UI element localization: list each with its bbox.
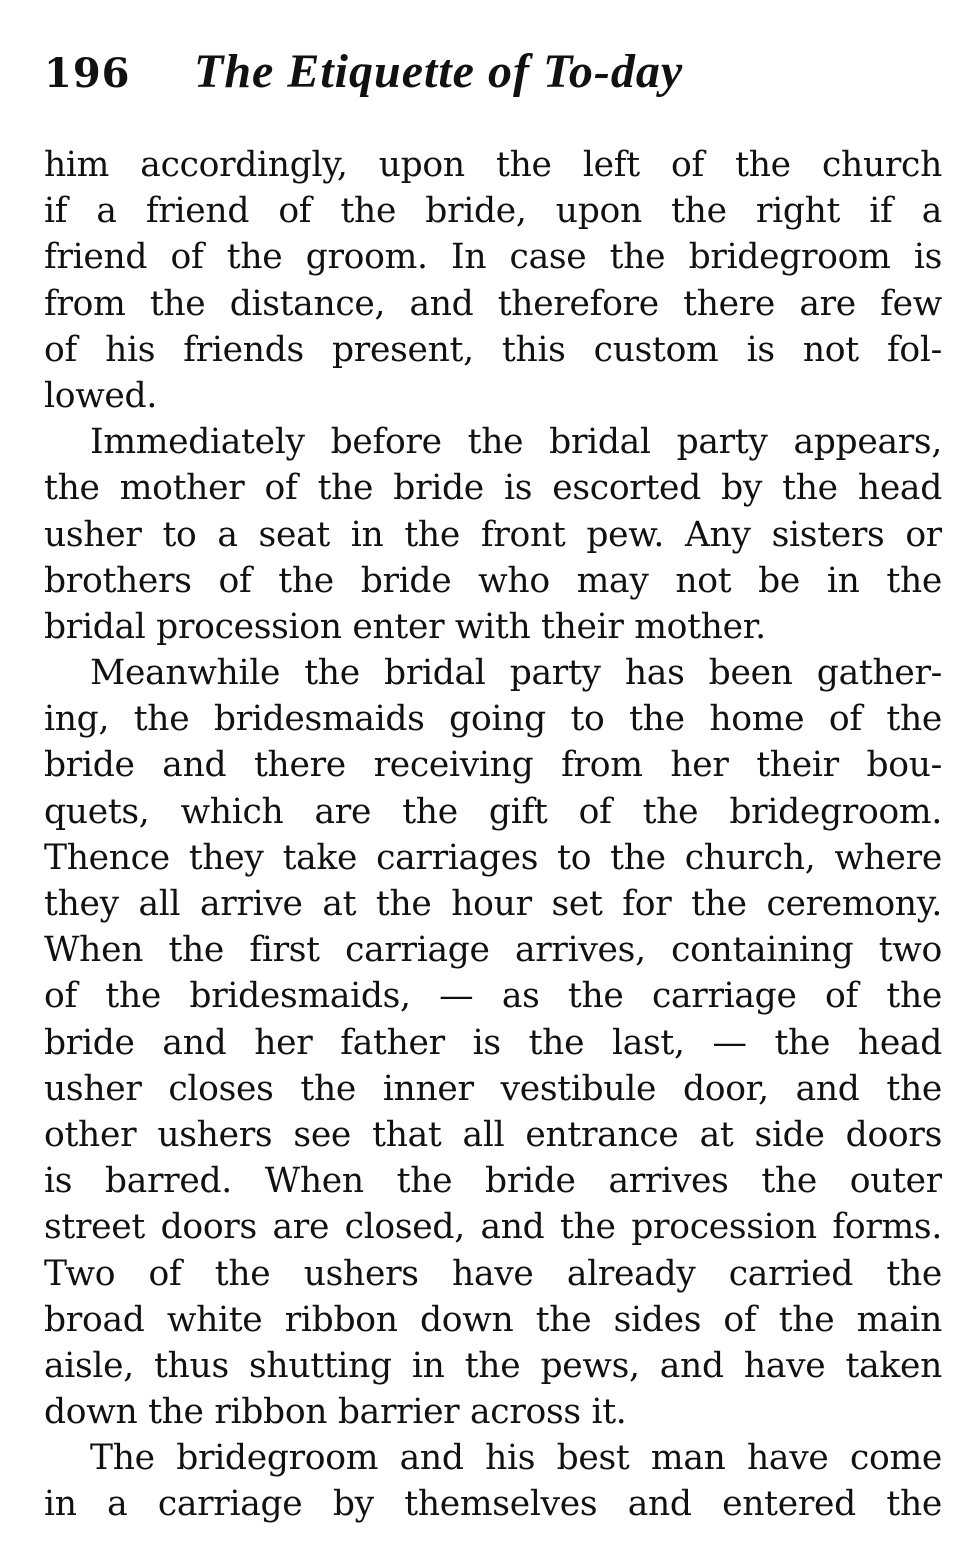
text-line: Thence they take carriages to the church, where: [44, 837, 942, 878]
text-line: from the distance, and therefore there are few: [44, 283, 942, 324]
text-line: the mother of the bride is escorted by the head: [44, 468, 942, 509]
text-line: lowed.: [44, 375, 158, 416]
text-line: broad white ribbon down the sides of the main: [44, 1299, 942, 1340]
text-line: him accordingly, upon the left of the church: [44, 145, 942, 185]
text-line: When the first carriage arrives, containing two: [44, 930, 942, 971]
text-line: they all arrive at the hour set for the ceremony.: [44, 884, 942, 924]
text-line: other ushers see that all entrance at side doors: [44, 1114, 942, 1155]
text-line: friend of the groom. In case the bridegroom is: [44, 237, 942, 278]
text-line: ing, the bridesmaids going to the home of the: [44, 699, 942, 740]
body-text: [44, 142, 942, 1528]
text-line: usher closes the inner vestibule door, and the: [44, 1068, 942, 1109]
text-line: in a carriage by themselves and entered the: [44, 1484, 942, 1525]
text-line: Immediately before the bridal party appears,: [90, 422, 942, 463]
paragraph: [44, 1435, 942, 1527]
text-line: down the ribbon barrier across it.: [44, 1392, 627, 1433]
text-line: bride and there receiving from her their bou-: [44, 745, 942, 786]
text-line: is barred. When the bride arrives the outer: [44, 1161, 942, 1202]
text-line: brothers of the bride who may not be in the: [44, 560, 942, 601]
text-line: bride and her father is the last, — the head: [44, 1022, 942, 1063]
running-head: [44, 44, 942, 112]
text-line: aisle, thus shutting in the pews, and have taken: [44, 1345, 942, 1386]
text-line: of the bridesmaids, — as the carriage of the: [44, 976, 942, 1017]
text-line: usher to a seat in the front pew. Any sisters or: [44, 514, 942, 555]
text-line: Two of the ushers have already carried the: [44, 1253, 942, 1294]
paragraph: [44, 142, 942, 419]
text-line: street doors are closed, and the procession forms.: [44, 1207, 942, 1248]
paragraph: [44, 419, 942, 650]
text-line: quets, which are the gift of the bridegroom.: [44, 791, 942, 832]
text-line: bridal procession enter with their mother.: [44, 606, 766, 647]
paragraph: [44, 650, 942, 1435]
book-page: [44, 44, 942, 1528]
text-line: of his friends present, this custom is not fol-: [44, 329, 942, 370]
text-line: if a friend of the bride, upon the right if a: [44, 191, 942, 232]
page-number: 196: [44, 50, 131, 97]
running-title: The Etiquette of To-day: [194, 45, 684, 98]
text-line: Meanwhile the bridal party has been gather-: [90, 653, 942, 694]
text-line: The bridegroom and his best man have come: [90, 1438, 942, 1479]
